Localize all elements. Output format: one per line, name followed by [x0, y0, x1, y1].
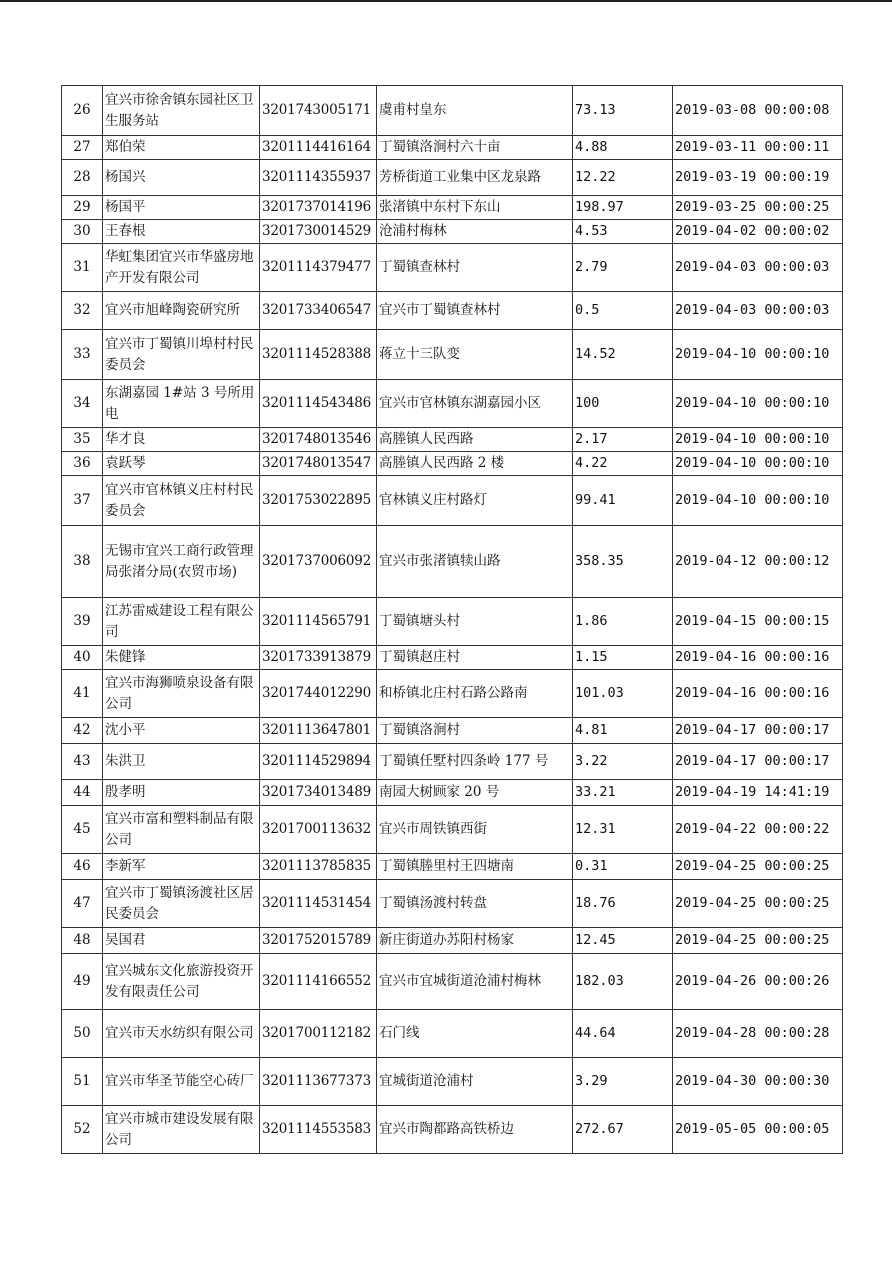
amount-cell: 14.52 — [573, 330, 673, 380]
address-cell: 沧浦村梅林 — [377, 220, 573, 244]
timestamp-cell: 2019-04-17 00:00:17 — [673, 744, 843, 780]
account-number-cell: 3201114565791 — [260, 598, 377, 646]
table-row — [62, 526, 843, 598]
customer-name-cell: 宜兴市天水纺织有限公司 — [103, 1010, 260, 1058]
account-number-cell: 3201748013546 — [260, 428, 377, 452]
address-cell: 官林镇义庄村路灯 — [377, 476, 573, 526]
row-number-cell: 27 — [62, 136, 103, 160]
amount-cell: 272.67 — [573, 1106, 673, 1154]
table-row — [62, 244, 843, 292]
timestamp-cell: 2019-04-12 00:00:12 — [673, 526, 843, 598]
customer-name-cell: 宜兴市丁蜀镇川埠村村民委员会 — [103, 330, 260, 380]
table-row — [62, 928, 843, 954]
timestamp-cell: 2019-04-03 00:00:03 — [673, 292, 843, 330]
row-number-cell: 45 — [62, 806, 103, 854]
amount-cell: 1.86 — [573, 598, 673, 646]
address-cell: 丁蜀镇塍里村王四塘南 — [377, 854, 573, 880]
table-row — [62, 330, 843, 380]
account-number-cell: 3201113677373 — [260, 1058, 377, 1106]
account-number-cell: 3201114166552 — [260, 954, 377, 1010]
amount-cell: 99.41 — [573, 476, 673, 526]
timestamp-cell: 2019-04-02 00:00:02 — [673, 220, 843, 244]
table-row — [62, 1058, 843, 1106]
timestamp-cell: 2019-03-08 00:00:08 — [673, 86, 843, 136]
row-number-cell: 36 — [62, 452, 103, 476]
records-table — [61, 85, 843, 1154]
row-number-cell: 32 — [62, 292, 103, 330]
customer-name-cell: 华才良 — [103, 428, 260, 452]
amount-cell: 12.45 — [573, 928, 673, 954]
account-number-cell: 3201114379477 — [260, 244, 377, 292]
address-cell: 虞甫村皇东 — [377, 86, 573, 136]
amount-cell: 4.81 — [573, 718, 673, 744]
row-number-cell: 39 — [62, 598, 103, 646]
account-number-cell: 3201743005171 — [260, 86, 377, 136]
row-number-cell: 28 — [62, 160, 103, 196]
customer-name-cell: 宜兴市丁蜀镇汤渡社区居民委员会 — [103, 880, 260, 928]
address-cell: 宜城街道沧浦村 — [377, 1058, 573, 1106]
account-number-cell: 3201113785835 — [260, 854, 377, 880]
account-number-cell: 3201700112182 — [260, 1010, 377, 1058]
row-number-cell: 33 — [62, 330, 103, 380]
table-row — [62, 806, 843, 854]
table-row — [62, 1106, 843, 1154]
customer-name-cell: 宜兴市海狮喷泉设备有限公司 — [103, 670, 260, 718]
table-row — [62, 380, 843, 428]
amount-cell: 101.03 — [573, 670, 673, 718]
customer-name-cell: 沈小平 — [103, 718, 260, 744]
timestamp-cell: 2019-04-28 00:00:28 — [673, 1010, 843, 1058]
account-number-cell: 3201733913879 — [260, 646, 377, 670]
account-number-cell: 3201733406547 — [260, 292, 377, 330]
timestamp-cell: 2019-05-05 00:00:05 — [673, 1106, 843, 1154]
address-cell: 石门线 — [377, 1010, 573, 1058]
amount-cell: 18.76 — [573, 880, 673, 928]
amount-cell: 358.35 — [573, 526, 673, 598]
address-cell: 高塍镇人民西路 — [377, 428, 573, 452]
customer-name-cell: 郑伯荣 — [103, 136, 260, 160]
address-cell: 宜兴市张渚镇犊山路 — [377, 526, 573, 598]
timestamp-cell: 2019-04-10 00:00:10 — [673, 330, 843, 380]
customer-name-cell: 江苏雷威建设工程有限公司 — [103, 598, 260, 646]
table-row — [62, 670, 843, 718]
amount-cell: 12.31 — [573, 806, 673, 854]
account-number-cell: 3201113647801 — [260, 718, 377, 744]
account-number-cell: 3201737006092 — [260, 526, 377, 598]
amount-cell: 3.29 — [573, 1058, 673, 1106]
account-number-cell: 3201114416164 — [260, 136, 377, 160]
table-row — [62, 476, 843, 526]
table-row — [62, 854, 843, 880]
row-number-cell: 41 — [62, 670, 103, 718]
row-number-cell: 52 — [62, 1106, 103, 1154]
customer-name-cell: 王春根 — [103, 220, 260, 244]
customer-name-cell: 宜兴市官林镇义庄村村民委员会 — [103, 476, 260, 526]
address-cell: 丁蜀镇洛涧村六十亩 — [377, 136, 573, 160]
table-row — [62, 452, 843, 476]
amount-cell: 4.53 — [573, 220, 673, 244]
row-number-cell: 40 — [62, 646, 103, 670]
amount-cell: 4.88 — [573, 136, 673, 160]
row-number-cell: 35 — [62, 428, 103, 452]
address-cell: 宜兴市官林镇东湖嘉园小区 — [377, 380, 573, 428]
amount-cell: 182.03 — [573, 954, 673, 1010]
address-cell: 丁蜀镇汤渡村转盘 — [377, 880, 573, 928]
table-row — [62, 292, 843, 330]
timestamp-cell: 2019-04-15 00:00:15 — [673, 598, 843, 646]
row-number-cell: 29 — [62, 196, 103, 220]
customer-name-cell: 殷孝明 — [103, 780, 260, 806]
account-number-cell: 3201734013489 — [260, 780, 377, 806]
account-number-cell: 3201737014196 — [260, 196, 377, 220]
timestamp-cell: 2019-04-26 00:00:26 — [673, 954, 843, 1010]
table-row — [62, 744, 843, 780]
row-number-cell: 46 — [62, 854, 103, 880]
table-row — [62, 954, 843, 1010]
row-number-cell: 44 — [62, 780, 103, 806]
address-cell: 宜兴市丁蜀镇查林村 — [377, 292, 573, 330]
account-number-cell: 3201114543486 — [260, 380, 377, 428]
address-cell: 丁蜀镇查林村 — [377, 244, 573, 292]
timestamp-cell: 2019-04-30 00:00:30 — [673, 1058, 843, 1106]
amount-cell: 100 — [573, 380, 673, 428]
amount-cell: 12.22 — [573, 160, 673, 196]
address-cell: 蒋立十三队变 — [377, 330, 573, 380]
amount-cell: 198.97 — [573, 196, 673, 220]
amount-cell: 4.22 — [573, 452, 673, 476]
row-number-cell: 51 — [62, 1058, 103, 1106]
address-cell: 丁蜀镇洛涧村 — [377, 718, 573, 744]
amount-cell: 3.22 — [573, 744, 673, 780]
row-number-cell: 49 — [62, 954, 103, 1010]
amount-cell: 73.13 — [573, 86, 673, 136]
customer-name-cell: 华虹集团宜兴市华盛房地产开发有限公司 — [103, 244, 260, 292]
address-cell: 丁蜀镇任墅村四条岭 177 号 — [377, 744, 573, 780]
timestamp-cell: 2019-04-10 00:00:10 — [673, 452, 843, 476]
table-row — [62, 428, 843, 452]
account-number-cell: 3201730014529 — [260, 220, 377, 244]
timestamp-cell: 2019-04-03 00:00:03 — [673, 244, 843, 292]
amount-cell: 2.79 — [573, 244, 673, 292]
timestamp-cell: 2019-04-16 00:00:16 — [673, 670, 843, 718]
table-row — [62, 1010, 843, 1058]
customer-name-cell: 宜兴市旭峰陶瓷研究所 — [103, 292, 260, 330]
table-row — [62, 718, 843, 744]
amount-cell: 0.5 — [573, 292, 673, 330]
customer-name-cell: 无锡市宜兴工商行政管理局张渚分局(农贸市场) — [103, 526, 260, 598]
customer-name-cell: 吴国君 — [103, 928, 260, 954]
table-row — [62, 880, 843, 928]
timestamp-cell: 2019-03-19 00:00:19 — [673, 160, 843, 196]
amount-cell: 1.15 — [573, 646, 673, 670]
amount-cell: 33.21 — [573, 780, 673, 806]
timestamp-cell: 2019-04-10 00:00:10 — [673, 476, 843, 526]
amount-cell: 0.31 — [573, 854, 673, 880]
row-number-cell: 47 — [62, 880, 103, 928]
row-number-cell: 42 — [62, 718, 103, 744]
customer-name-cell: 宜兴城东文化旅游投资开发有限责任公司 — [103, 954, 260, 1010]
address-cell: 高塍镇人民西路 2 楼 — [377, 452, 573, 476]
table-row — [62, 780, 843, 806]
customer-name-cell: 朱健锋 — [103, 646, 260, 670]
timestamp-cell: 2019-03-25 00:00:25 — [673, 196, 843, 220]
customer-name-cell: 东湖嘉园 1#站 3 号所用电 — [103, 380, 260, 428]
account-number-cell: 3201700113632 — [260, 806, 377, 854]
address-cell: 宜兴市宜城街道沧浦村梅林 — [377, 954, 573, 1010]
timestamp-cell: 2019-04-25 00:00:25 — [673, 880, 843, 928]
row-number-cell: 34 — [62, 380, 103, 428]
account-number-cell: 3201114355937 — [260, 160, 377, 196]
table-row — [62, 160, 843, 196]
row-number-cell: 50 — [62, 1010, 103, 1058]
address-cell: 新庄街道办苏阳村杨家 — [377, 928, 573, 954]
account-number-cell: 3201114529894 — [260, 744, 377, 780]
timestamp-cell: 2019-04-17 00:00:17 — [673, 718, 843, 744]
table-row — [62, 598, 843, 646]
timestamp-cell: 2019-04-19 14:41:19 — [673, 780, 843, 806]
timestamp-cell: 2019-04-25 00:00:25 — [673, 854, 843, 880]
amount-cell: 44.64 — [573, 1010, 673, 1058]
account-number-cell: 3201752015789 — [260, 928, 377, 954]
row-number-cell: 37 — [62, 476, 103, 526]
customer-name-cell: 杨国平 — [103, 196, 260, 220]
table-row — [62, 136, 843, 160]
timestamp-cell: 2019-04-10 00:00:10 — [673, 380, 843, 428]
account-number-cell: 3201114528388 — [260, 330, 377, 380]
row-number-cell: 43 — [62, 744, 103, 780]
customer-name-cell: 宜兴市徐舍镇东园社区卫生服务站 — [103, 86, 260, 136]
row-number-cell: 30 — [62, 220, 103, 244]
timestamp-cell: 2019-04-10 00:00:10 — [673, 428, 843, 452]
account-number-cell: 3201748013547 — [260, 452, 377, 476]
account-number-cell: 3201114531454 — [260, 880, 377, 928]
address-cell: 宜兴市陶都路高铁桥边 — [377, 1106, 573, 1154]
table-row — [62, 646, 843, 670]
timestamp-cell: 2019-04-16 00:00:16 — [673, 646, 843, 670]
row-number-cell: 48 — [62, 928, 103, 954]
customer-name-cell: 宜兴市城市建设发展有限公司 — [103, 1106, 260, 1154]
address-cell: 丁蜀镇赵庄村 — [377, 646, 573, 670]
table-row — [62, 196, 843, 220]
customer-name-cell: 宜兴市富和塑料制品有限公司 — [103, 806, 260, 854]
account-number-cell: 3201753022895 — [260, 476, 377, 526]
row-number-cell: 31 — [62, 244, 103, 292]
customer-name-cell: 李新军 — [103, 854, 260, 880]
customer-name-cell: 袁跃琴 — [103, 452, 260, 476]
customer-name-cell: 朱洪卫 — [103, 744, 260, 780]
customer-name-cell: 宜兴市华圣节能空心砖厂 — [103, 1058, 260, 1106]
address-cell: 丁蜀镇塘头村 — [377, 598, 573, 646]
address-cell: 张渚镇中东村下东山 — [377, 196, 573, 220]
address-cell: 和桥镇北庄村石路公路南 — [377, 670, 573, 718]
address-cell: 南园大树顾家 20 号 — [377, 780, 573, 806]
account-number-cell: 3201114553583 — [260, 1106, 377, 1154]
top-border-line — [0, 0, 892, 2]
row-number-cell: 26 — [62, 86, 103, 136]
address-cell: 宜兴市周铁镇西街 — [377, 806, 573, 854]
table-row — [62, 86, 843, 136]
timestamp-cell: 2019-04-22 00:00:22 — [673, 806, 843, 854]
row-number-cell: 38 — [62, 526, 103, 598]
customer-name-cell: 杨国兴 — [103, 160, 260, 196]
account-number-cell: 3201744012290 — [260, 670, 377, 718]
table-row — [62, 220, 843, 244]
amount-cell: 2.17 — [573, 428, 673, 452]
timestamp-cell: 2019-04-25 00:00:25 — [673, 928, 843, 954]
timestamp-cell: 2019-03-11 00:00:11 — [673, 136, 843, 160]
address-cell: 芳桥街道工业集中区龙泉路 — [377, 160, 573, 196]
records-table-body — [62, 86, 843, 1154]
